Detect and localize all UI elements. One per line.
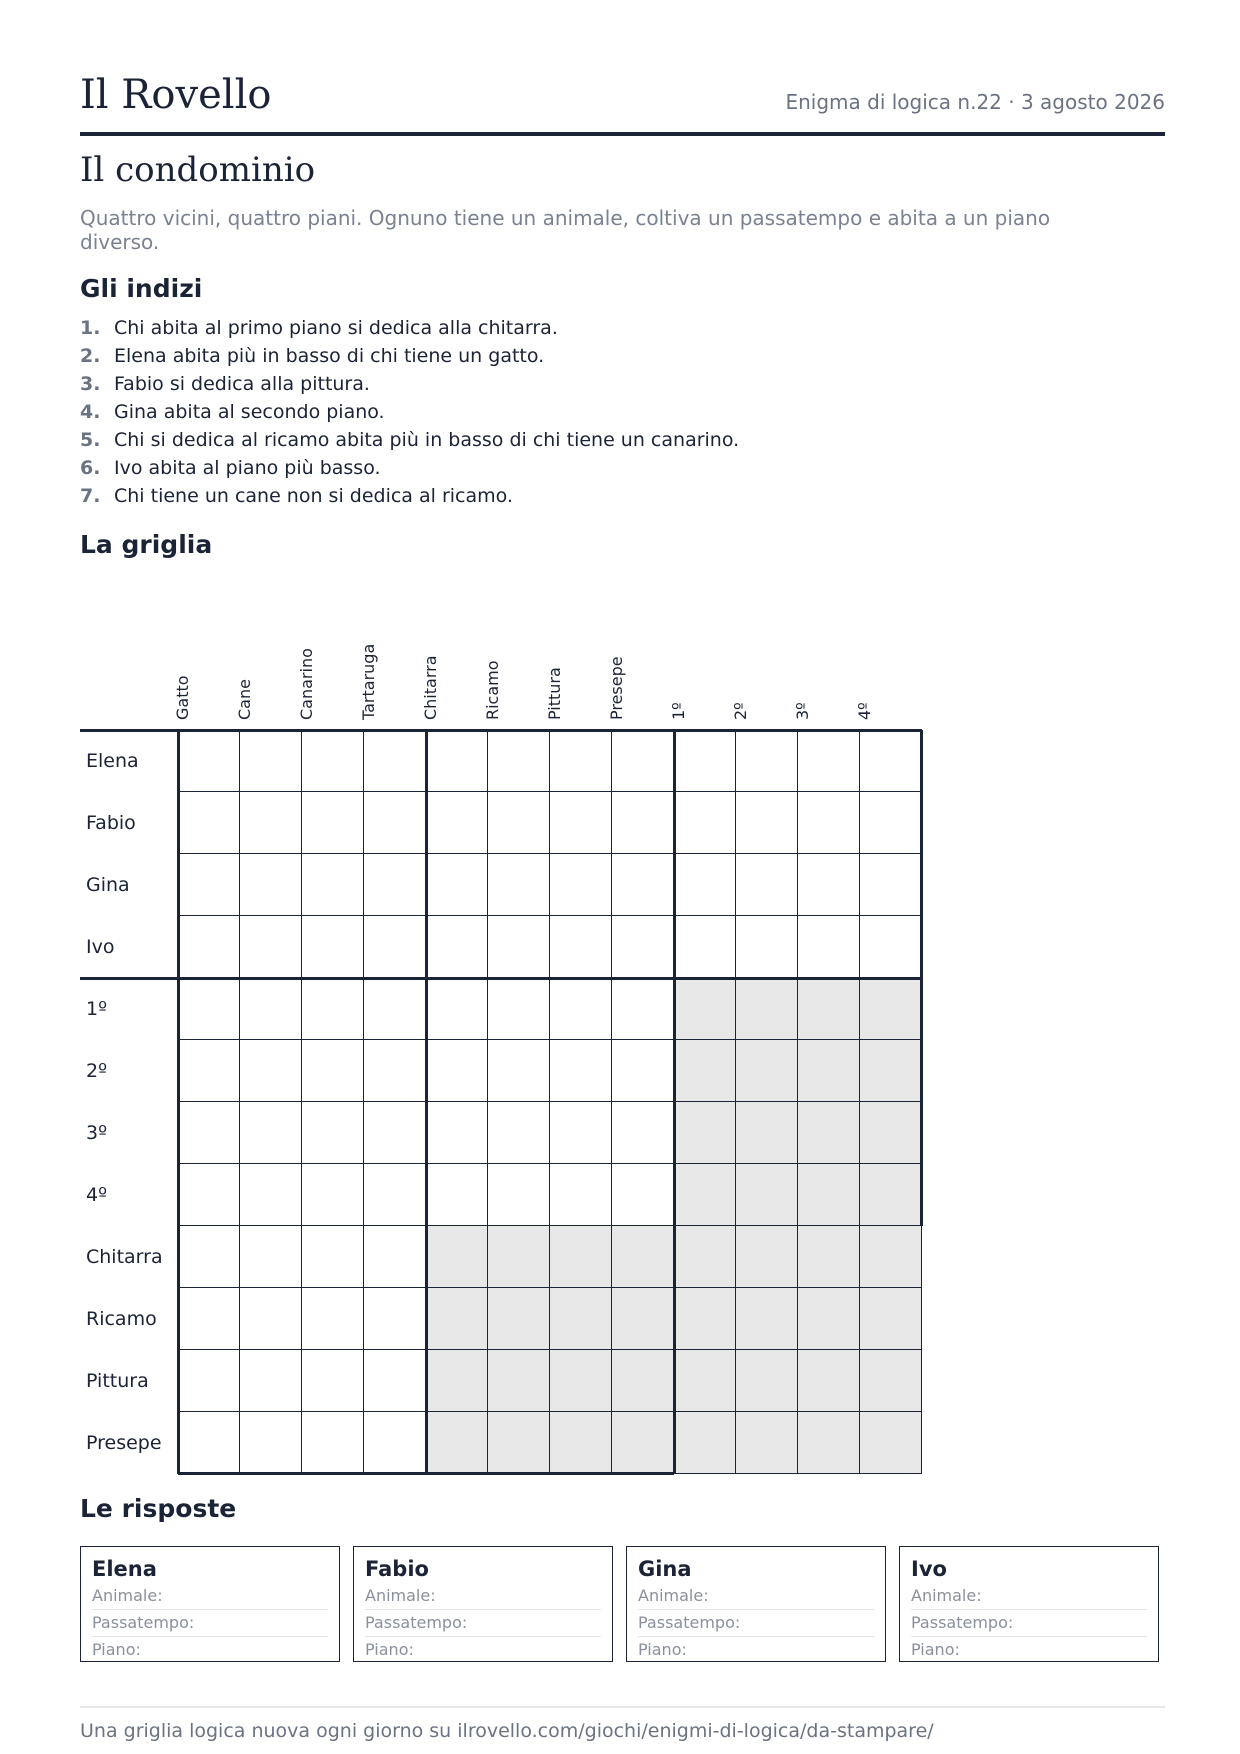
grid-cell-blocked bbox=[426, 1226, 488, 1288]
grid-cell-blocked bbox=[798, 1288, 860, 1350]
row-header: 1º bbox=[86, 998, 108, 1020]
grid-cell[interactable] bbox=[302, 854, 364, 916]
grid-divider bbox=[425, 730, 428, 1474]
grid-cell[interactable] bbox=[364, 1040, 426, 1102]
grid-cell-blocked bbox=[550, 1412, 612, 1474]
grid-cell[interactable] bbox=[302, 1350, 364, 1412]
grid-cell-blocked bbox=[612, 1350, 674, 1412]
clue-number: 7. bbox=[80, 485, 101, 507]
grid-cell-blocked bbox=[860, 1288, 922, 1350]
column-header-label: Cane bbox=[235, 679, 254, 720]
clue-text: Gina abita al secondo piano. bbox=[114, 401, 385, 423]
grid-cell[interactable] bbox=[240, 1164, 302, 1226]
row-header: Presepe bbox=[86, 1432, 162, 1454]
column-header-label: Chitarra bbox=[421, 655, 440, 720]
grid-cell-blocked bbox=[488, 1350, 550, 1412]
clue-text: Ivo abita al piano più basso. bbox=[114, 457, 381, 479]
clue-text: Fabio si dedica alla pittura. bbox=[114, 373, 370, 395]
grid-cell-blocked bbox=[426, 1350, 488, 1412]
grid-cell[interactable] bbox=[302, 730, 364, 792]
grid-cell-blocked bbox=[674, 1040, 736, 1102]
column-header-label: 2º bbox=[731, 702, 750, 720]
grid-cell-blocked bbox=[860, 1412, 922, 1474]
grid-cell[interactable] bbox=[860, 730, 922, 792]
clue-number: 1. bbox=[80, 317, 101, 339]
column-header-label: Presepe bbox=[607, 656, 626, 720]
grid-cell-blocked bbox=[612, 1412, 674, 1474]
grid-cell[interactable] bbox=[364, 1102, 426, 1164]
grid-cell[interactable] bbox=[364, 1350, 426, 1412]
grid-cell-blocked bbox=[550, 1350, 612, 1412]
grid-cell[interactable] bbox=[488, 854, 550, 916]
footer-note: Una griglia logica nuova ogni giorno su ilrovello.com/giochi/enigmi-di-logica/da-stampare/ bbox=[80, 1706, 1165, 1742]
grid-cell[interactable] bbox=[364, 1226, 426, 1288]
grid-cell[interactable] bbox=[240, 978, 302, 1040]
grid-cell[interactable] bbox=[488, 730, 550, 792]
grid-cell[interactable] bbox=[798, 854, 860, 916]
grid-cell[interactable] bbox=[364, 854, 426, 916]
grid-cell[interactable] bbox=[860, 916, 922, 978]
grid-cell[interactable] bbox=[612, 1164, 674, 1226]
row-header: 4º bbox=[86, 1184, 108, 1206]
grid-cell[interactable] bbox=[426, 978, 488, 1040]
grid-cell[interactable] bbox=[240, 1288, 302, 1350]
grid-cell[interactable] bbox=[178, 978, 240, 1040]
grid-cell-blocked bbox=[736, 978, 798, 1040]
clue-item bbox=[80, 398, 739, 426]
grid-cell[interactable] bbox=[736, 792, 798, 854]
grid-cell-blocked bbox=[488, 1412, 550, 1474]
answer-field-hobby[interactable]: Passatempo: bbox=[365, 1610, 601, 1637]
column-header bbox=[359, 600, 426, 722]
grid-cell-blocked bbox=[674, 1164, 736, 1226]
grid-cell[interactable] bbox=[178, 792, 240, 854]
grid-cell[interactable] bbox=[612, 1102, 674, 1164]
grid-cell-blocked bbox=[860, 1226, 922, 1288]
row-header: Ricamo bbox=[86, 1308, 157, 1330]
grid-cell[interactable] bbox=[612, 730, 674, 792]
grid-cell-blocked bbox=[550, 1226, 612, 1288]
grid-cell[interactable] bbox=[364, 792, 426, 854]
grid-cell[interactable] bbox=[550, 916, 612, 978]
answer-field-floor[interactable]: Piano: bbox=[638, 1640, 687, 1659]
grid-cell[interactable] bbox=[426, 916, 488, 978]
grid-cell-blocked bbox=[860, 1102, 922, 1164]
column-header-label: Pittura bbox=[545, 667, 564, 720]
row-header: Fabio bbox=[86, 812, 136, 834]
grid-cell[interactable] bbox=[364, 978, 426, 1040]
answer-field-animal[interactable]: Animale: bbox=[911, 1583, 1147, 1610]
answer-field-hobby[interactable]: Passatempo: bbox=[638, 1610, 874, 1637]
row-header: Pittura bbox=[86, 1370, 149, 1392]
answer-card-name: Fabio bbox=[365, 1557, 429, 1581]
grid-cell[interactable] bbox=[178, 1226, 240, 1288]
grid-cell[interactable] bbox=[364, 1288, 426, 1350]
grid-cell[interactable] bbox=[612, 1040, 674, 1102]
grid-cell-blocked bbox=[798, 1412, 860, 1474]
grid-cell[interactable] bbox=[302, 1288, 364, 1350]
grid-cell[interactable] bbox=[550, 1164, 612, 1226]
grid-cell-blocked bbox=[674, 1288, 736, 1350]
answer-field-animal[interactable]: Animale: bbox=[365, 1583, 601, 1610]
grid-cell[interactable] bbox=[364, 1412, 426, 1474]
grid-cell-blocked bbox=[674, 1102, 736, 1164]
grid-cell-blocked bbox=[550, 1288, 612, 1350]
column-header bbox=[855, 600, 922, 722]
column-header-label: 3º bbox=[793, 702, 812, 720]
grid-cell[interactable] bbox=[364, 730, 426, 792]
grid-cell-blocked bbox=[612, 1226, 674, 1288]
clue-text: Chi si dedica al ricamo abita più in basso di chi tiene un canarino. bbox=[114, 429, 740, 451]
grid-divider bbox=[80, 977, 922, 980]
grid-cell[interactable] bbox=[860, 792, 922, 854]
grid-cell-blocked bbox=[736, 1040, 798, 1102]
grid-cell[interactable] bbox=[178, 1040, 240, 1102]
grid-cell[interactable] bbox=[240, 1040, 302, 1102]
grid-cell[interactable] bbox=[240, 1412, 302, 1474]
grid-cell[interactable] bbox=[488, 1164, 550, 1226]
grid-cell[interactable] bbox=[674, 792, 736, 854]
grid-cell[interactable] bbox=[302, 1040, 364, 1102]
grid-cell[interactable] bbox=[674, 730, 736, 792]
grid-cell-blocked bbox=[860, 1164, 922, 1226]
grid-cell-blocked bbox=[736, 1288, 798, 1350]
column-header bbox=[297, 600, 364, 722]
grid-cell[interactable] bbox=[240, 916, 302, 978]
answer-card-elena bbox=[80, 1546, 340, 1662]
grid-cell-blocked bbox=[736, 1412, 798, 1474]
row-header: Elena bbox=[86, 750, 139, 772]
grid-cell[interactable] bbox=[178, 1288, 240, 1350]
grid-cell[interactable] bbox=[178, 730, 240, 792]
grid-cell-blocked bbox=[798, 1040, 860, 1102]
clue-item bbox=[80, 482, 739, 510]
column-header-label: Gatto bbox=[173, 675, 192, 720]
row-header: 3º bbox=[86, 1122, 108, 1144]
grid-cell[interactable] bbox=[426, 1102, 488, 1164]
grid-cell-blocked bbox=[736, 1164, 798, 1226]
grid-cell-blocked bbox=[736, 1102, 798, 1164]
grid-cell[interactable] bbox=[612, 854, 674, 916]
clue-number: 2. bbox=[80, 345, 101, 367]
grid-cell[interactable] bbox=[488, 792, 550, 854]
grid-cell-blocked bbox=[674, 1412, 736, 1474]
column-header bbox=[607, 600, 674, 722]
grid-cell-blocked bbox=[798, 1164, 860, 1226]
grid-cell-blocked bbox=[674, 1350, 736, 1412]
column-header-label: Canarino bbox=[297, 648, 316, 720]
grid-cell[interactable] bbox=[302, 1226, 364, 1288]
grid-cell[interactable] bbox=[736, 730, 798, 792]
masthead bbox=[80, 72, 1165, 136]
answer-field-hobby[interactable]: Passatempo: bbox=[92, 1610, 328, 1637]
grid-cell[interactable] bbox=[178, 916, 240, 978]
logic-grid bbox=[80, 600, 980, 1500]
grid-cell[interactable] bbox=[798, 792, 860, 854]
clue-number: 3. bbox=[80, 373, 101, 395]
grid-heading: La griglia bbox=[80, 530, 213, 559]
grid-cell[interactable] bbox=[550, 730, 612, 792]
grid-cell[interactable] bbox=[550, 1102, 612, 1164]
grid-cell-blocked bbox=[736, 1226, 798, 1288]
clue-number: 5. bbox=[80, 429, 101, 451]
column-header bbox=[421, 600, 488, 722]
grid-cell[interactable] bbox=[488, 1102, 550, 1164]
column-header bbox=[483, 600, 550, 722]
grid-cell[interactable] bbox=[550, 1040, 612, 1102]
clue-item bbox=[80, 314, 739, 342]
grid-cell[interactable] bbox=[612, 978, 674, 1040]
grid-cell[interactable] bbox=[550, 854, 612, 916]
grid-cell[interactable] bbox=[674, 916, 736, 978]
answer-field-floor[interactable]: Piano: bbox=[365, 1640, 414, 1659]
puzzle-title: Il condominio bbox=[80, 150, 316, 190]
column-header-label: 1º bbox=[669, 702, 688, 720]
clue-item bbox=[80, 370, 739, 398]
grid-cell[interactable] bbox=[240, 792, 302, 854]
grid-cell[interactable] bbox=[488, 1040, 550, 1102]
grid-cell-blocked bbox=[860, 1350, 922, 1412]
grid-cell[interactable] bbox=[302, 1164, 364, 1226]
clue-text: Chi abita al primo piano si dedica alla chitarra. bbox=[114, 317, 558, 339]
answer-card-gina bbox=[626, 1546, 886, 1662]
grid-cell[interactable] bbox=[798, 916, 860, 978]
grid-divider bbox=[178, 1472, 674, 1475]
answer-field-hobby[interactable]: Passatempo: bbox=[911, 1610, 1147, 1637]
column-header bbox=[545, 600, 612, 722]
grid-cell-blocked bbox=[612, 1288, 674, 1350]
column-header-label: Ricamo bbox=[483, 660, 502, 720]
grid-cell[interactable] bbox=[364, 1164, 426, 1226]
row-header: Ivo bbox=[86, 936, 115, 958]
grid-cell-blocked bbox=[798, 978, 860, 1040]
grid-cell-blocked bbox=[426, 1288, 488, 1350]
grid-cell[interactable] bbox=[302, 1102, 364, 1164]
column-header bbox=[669, 600, 736, 722]
grid-cell[interactable] bbox=[426, 854, 488, 916]
clues-heading: Gli indizi bbox=[80, 274, 203, 303]
grid-divider bbox=[673, 730, 676, 1474]
grid-cell[interactable] bbox=[240, 730, 302, 792]
clue-text: Chi tiene un cane non si dedica al ricamo. bbox=[114, 485, 513, 507]
answer-card-name: Gina bbox=[638, 1557, 692, 1581]
clue-item bbox=[80, 342, 739, 370]
answer-card-ivo bbox=[899, 1546, 1159, 1662]
answer-field-floor[interactable]: Piano: bbox=[92, 1640, 141, 1659]
grid-cell[interactable] bbox=[178, 1102, 240, 1164]
grid-cell[interactable] bbox=[798, 730, 860, 792]
answers-heading: Le risposte bbox=[80, 1494, 237, 1523]
answer-field-animal[interactable]: Animale: bbox=[638, 1583, 874, 1610]
grid-cell-blocked bbox=[860, 1040, 922, 1102]
grid-cell[interactable] bbox=[736, 916, 798, 978]
column-header-label: Tartaruga bbox=[359, 643, 378, 720]
grid-cell-blocked bbox=[426, 1412, 488, 1474]
grid-cell[interactable] bbox=[426, 730, 488, 792]
grid-cell[interactable] bbox=[550, 978, 612, 1040]
clue-list bbox=[80, 314, 739, 510]
grid-cell[interactable] bbox=[178, 1350, 240, 1412]
clue-number: 4. bbox=[80, 401, 101, 423]
grid-cell[interactable] bbox=[488, 978, 550, 1040]
grid-cell-blocked bbox=[798, 1226, 860, 1288]
grid-cell[interactable] bbox=[302, 1412, 364, 1474]
grid-cell-blocked bbox=[488, 1288, 550, 1350]
grid-cell[interactable] bbox=[364, 916, 426, 978]
grid-cell[interactable] bbox=[240, 854, 302, 916]
clue-number: 6. bbox=[80, 457, 101, 479]
grid-cell[interactable] bbox=[240, 1350, 302, 1412]
grid-cell-blocked bbox=[798, 1350, 860, 1412]
clue-item bbox=[80, 426, 739, 454]
column-header-label: 4º bbox=[855, 702, 874, 720]
answer-card-name: Ivo bbox=[911, 1557, 947, 1581]
grid-cell[interactable] bbox=[178, 1412, 240, 1474]
grid-cell[interactable] bbox=[240, 1226, 302, 1288]
answer-cards bbox=[80, 1546, 1165, 1662]
grid-cell[interactable] bbox=[426, 1164, 488, 1226]
grid-cell[interactable] bbox=[178, 854, 240, 916]
grid-cell[interactable] bbox=[302, 978, 364, 1040]
grid-cell[interactable] bbox=[426, 1040, 488, 1102]
grid-cell-blocked bbox=[860, 978, 922, 1040]
answer-field-animal[interactable]: Animale: bbox=[92, 1583, 328, 1610]
row-header: Gina bbox=[86, 874, 130, 896]
column-header bbox=[793, 600, 860, 722]
grid-cell[interactable] bbox=[612, 792, 674, 854]
grid-cell-blocked bbox=[798, 1102, 860, 1164]
grid-cell[interactable] bbox=[240, 1102, 302, 1164]
answer-card-fabio bbox=[353, 1546, 613, 1662]
puzzle-subtitle: Quattro vicini, quattro piani. Ognuno tiene un animale, coltiva un passatempo e abita a un piano diverso. bbox=[80, 206, 1051, 254]
answer-field-floor[interactable]: Piano: bbox=[911, 1640, 960, 1659]
grid-cell[interactable] bbox=[178, 1164, 240, 1226]
grid-cell[interactable] bbox=[488, 916, 550, 978]
grid-cell[interactable] bbox=[860, 854, 922, 916]
clue-text: Elena abita più in basso di chi tiene un gatto. bbox=[114, 345, 545, 367]
column-header bbox=[173, 600, 240, 722]
clue-item bbox=[80, 454, 739, 482]
grid-divider bbox=[177, 730, 180, 1474]
column-header bbox=[731, 600, 798, 722]
grid-divider bbox=[80, 729, 922, 732]
grid-cell[interactable] bbox=[736, 854, 798, 916]
grid-cell-blocked bbox=[488, 1226, 550, 1288]
grid-cell-blocked bbox=[674, 1226, 736, 1288]
grid-cell[interactable] bbox=[302, 916, 364, 978]
brand-title: Il Rovello bbox=[80, 72, 272, 118]
grid-cell[interactable] bbox=[550, 792, 612, 854]
answer-card-name: Elena bbox=[92, 1557, 157, 1581]
row-header: Chitarra bbox=[86, 1246, 163, 1268]
row-header: 2º bbox=[86, 1060, 108, 1082]
grid-cell-blocked bbox=[674, 978, 736, 1040]
grid-cell[interactable] bbox=[302, 792, 364, 854]
grid-cell[interactable] bbox=[426, 792, 488, 854]
grid-cell-blocked bbox=[736, 1350, 798, 1412]
grid-cell[interactable] bbox=[612, 916, 674, 978]
column-header bbox=[235, 600, 302, 722]
grid-cell[interactable] bbox=[674, 854, 736, 916]
issue-line: Enigma di logica n.22 · 3 agosto 2026 bbox=[785, 90, 1165, 114]
